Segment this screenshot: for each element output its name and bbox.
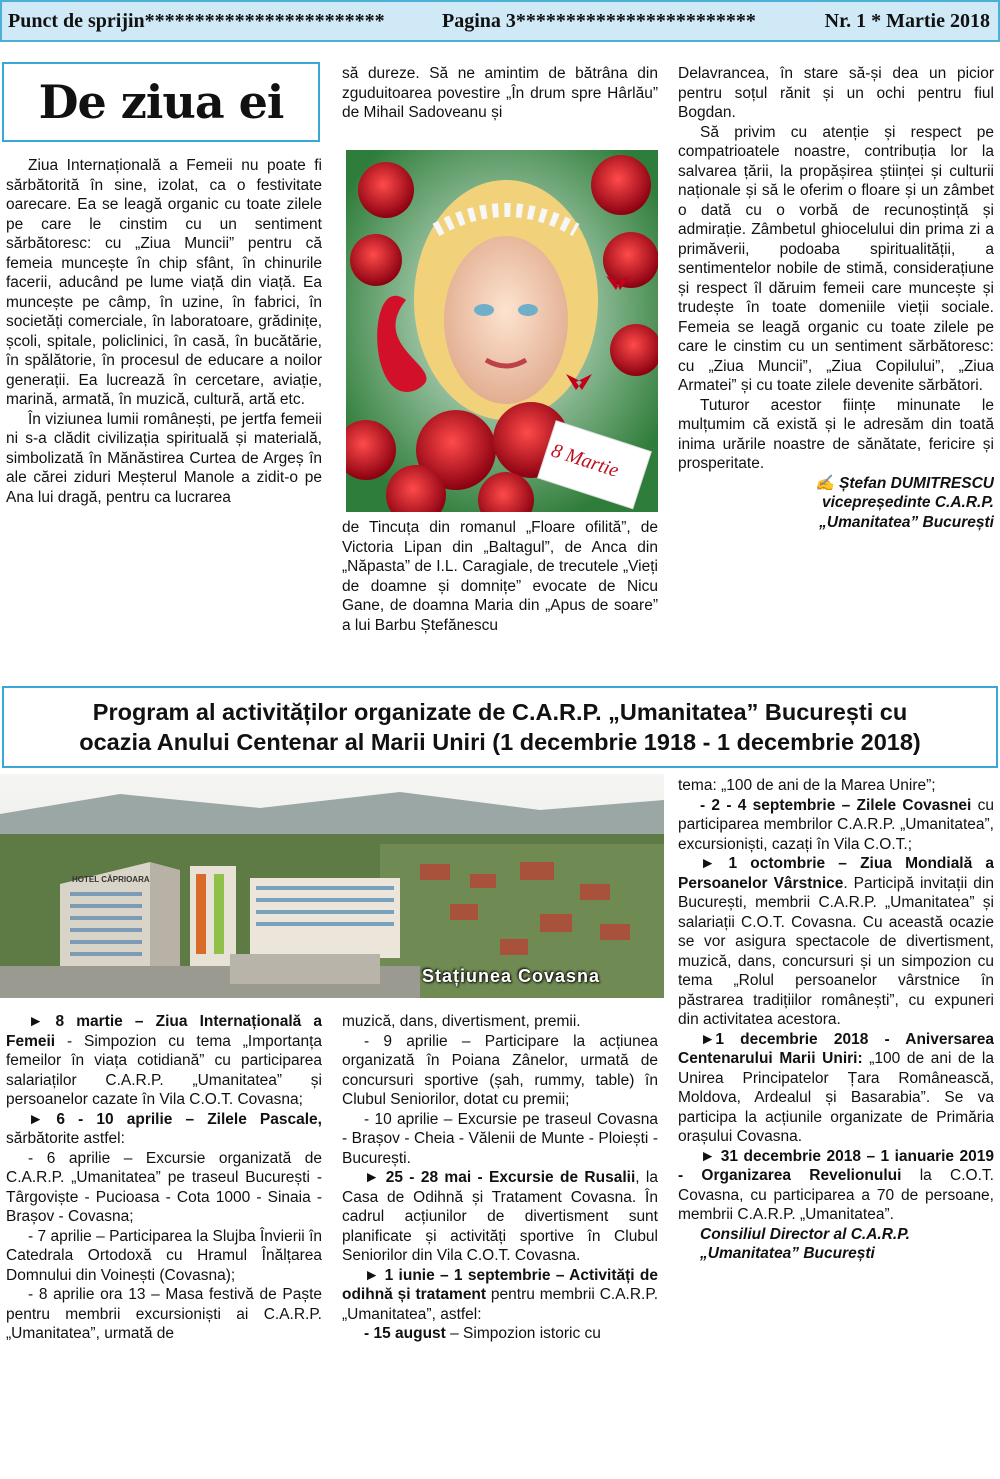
program-item [342,1032,658,1110]
author-role: vicepreședinte C.A.R.P. [821,494,994,511]
program-item-heading: ► 8 martie – Ziua Internațională a Femeii [6,1013,322,1050]
header-page-number: Pagina 3************************ [442,10,756,32]
program-item-text: . Participă invitații din București, membrii C.A.R.P. „Umanitatea” și salariații C.O.T. Covasna. Cu această ocazie se vor asigura spectacole de divertisment, muzică, dans, concursuri și un simpozion cu tema „Rolul persoanelor vârstnice în păstrarea tradițiilor românești”, cu expuneri din activitatea acestora. [678,874,994,1028]
program-title [2,686,998,768]
program-item-text: „100 de ani de la Unirea Principatelor Țara Românească, Moldova, Ardealul și Basarabia”. Se va participa la acțiunile organizate de Primăria orașului Covasna. [678,1050,994,1145]
header-section: Punct de sprijin************************ [8,10,385,32]
program-item-text: sărbătorite astfel: [6,1130,125,1147]
photo-label: Stațiunea Covasna [422,966,601,986]
program-item-text: tema: „100 de ani de la Marea Unire”; [678,777,936,794]
program-item-heading: ► 6 - 10 aprilie – Zilele Pascale, [28,1110,322,1128]
program-item [6,1012,322,1110]
program-item [6,1110,322,1149]
program-item-heading: ► 25 - 28 mai - Excursie de Rusalii [364,1169,636,1186]
program-item [342,1012,658,1032]
paragraph: Ziua Internațională a Femeii nu poate fi sărbătorită în sine, izolat, ca o festivitate oarecare. Ea se leagă organic cu toate zilele pe care le cinstim cu un sentiment sărbătoresc: cu „Ziua Muncii” pentru că femeia muncește în chip sfânt, în chinurile facerii, aducând pe lume viață din viață. Ea muncește pe câmp, în uzine, în fabrici, în societăți comerciale, în laboratoare, grădinițe, școli, spitale, policlinici, în casă, în bucătărie, în spălătorie, în procesul de educare a noilor generații. Ea lucrează în cercetare, aviație, marină, armată, în muzică, cultură, artă etc. [6,157,322,408]
article1-column-2-bottom [342,518,658,674]
article1-column-1 [6,156,322,672]
program-column-1 [6,1012,322,1476]
women-day-photo [346,150,658,512]
paragraph: Delavrancea, în stare să-și dea un picior pentru soțul rănit și un ochi pentru fiul Bogdan. [678,65,994,121]
program-item [342,1110,658,1169]
program-item [678,1030,994,1147]
article1-column-2-top [342,64,658,146]
article1-column-3 [678,64,994,676]
program-item [6,1227,322,1286]
covasna-illustration [0,774,664,998]
program-item-text: , la Casa de Odihnă și Tratament Covasna. În cadrul acțiunilor de divertisment sunt planificate și activități sportive în Clubul Seniorilor din Vila C.O.T. Covasna. [342,1169,658,1264]
program-signature-line-1: Consiliul Director al C.A.R.P. [700,1225,910,1243]
program-item-text: - 6 aprilie – Excursie organizată de C.A.R.P. „Umanitatea” pe traseul București - Târgoviște - Pucioasa - Cota 1000 - Sinaia - Brașov - Covasna; [6,1149,322,1225]
program-item-text: la C.O.T. Covasna, cu participarea a 70 de persoane, membrii C.A.R.P. „Umanitatea”. [678,1167,994,1223]
program-item-text: - 7 aprilie – Participarea la Slujba Învierii în Catedrala Ortodoxă cu Hramul Înălțarea Domnului din Voinești (Covasna); [6,1227,322,1284]
program-item [678,776,994,796]
program-item-text: – Simpozion istoric cu [445,1325,601,1342]
program-item [342,1266,658,1325]
author-signature [678,474,994,494]
paragraph: Să privim cu atenție și respect pe compatrioatele noastre, contribuția lor la salvarea țării, la propășirea științei și culturii naționale și să le oferim o floare și un zâmbet o dată cu o vorbă de recunoștință și admirație. Zâmbetul ghiocelului din prima zi a primăverii, podoaba spiritualității, a sentimentelor nobile de stimă, considerațiune și respect îl dăruim femeii care muncește și trudește în toate domeniile vieții sociale. Femeia se leagă organic cu toate zilele pe care le cinstim cu un sentiment sărbătoresc: cu „Ziua Muncii”, „Ziua Copilului”, „Ziua Armatei” și cu toate zilele devenite sărbători. [678,123,994,394]
program-item [6,1285,322,1344]
program-item-heading: - 15 august [364,1325,446,1342]
program-title-line-2: ocazia Anului Centenar al Marii Uniri (1 decembrie 1918 - 1 decembrie 2018) [79,729,921,755]
program-item-text: - 9 aprilie – Participare la acțiunea organizată în Poiana Zânelor, urmată de concursuri sportive (șah, rummy, table) în Clubul Seniorilor, dotat cu premii; [342,1032,658,1108]
program-item-text: muzică, dans, divertisment, premii. [342,1013,581,1030]
photo-caption: 8 Martie [548,439,622,482]
program-item-heading: ► 31 decembrie 2018 – 1 ianuarie 2019 - Organizarea Revelionului [678,1147,994,1184]
program-item [6,1149,322,1227]
program-item-heading: ► 1 octombrie – Ziua Mondială a Persoanelor Vârstnice [678,855,994,892]
program-item-text: - 10 aprilie – Excursie pe traseul Covasna - Brașov - Cheia - Vălenii de Munte - Ploiești - București. [342,1110,658,1167]
paragraph: Tuturor acestor ființe minunate le mulțumim că există și le adresăm din toată inima urările noastre de sănătate, fericire și prosperitate. [678,396,994,472]
program-item-text: - 8 aprilie ora 13 – Masa festivă de Paște pentru membrii excursioniști ai C.A.R.P. „Umanitatea”, urmată de [6,1286,322,1342]
author-org: „Umanitatea” București [819,513,994,531]
header-issue: Nr. 1 * Martie 2018 [824,10,990,32]
program-title-line-1: Program al activităților organizate de C.A.R.P. „Umanitatea” București cu [92,699,908,725]
program-item [342,1168,658,1266]
program-item-text: - Simpozion cu tema „Importanța femeilor în viața cotidiană” cu participarea salariaților C.A.R.P. „Umanitatea” și persoanelor cazate în Vila C.O.T. Covasna; [6,1032,322,1108]
program-item-text: cu participarea membrilor C.A.R.P. „Umanitatea”, excursioniști, cazați în Vila C.O.T.; [678,796,994,853]
program-item-heading: - 2 - 4 septembrie – Zilele Covasnei [700,796,972,814]
program-column-2 [342,1012,658,1476]
page-header [0,0,1000,42]
author-name: Ștefan DUMITRESCU [838,474,994,492]
program-item [678,796,994,855]
program-item [678,1147,994,1225]
paragraph: să dureze. Să ne amintim de bătrâna din zguduitoarea povestire „În drum spre Hârlău” de Mihail Sadoveanu și [342,65,658,121]
program-item-text: pentru membrii C.A.R.P. „Umanitatea”, astfel: [342,1286,658,1323]
article-title: De ziua ei [2,62,320,142]
paragraph: În viziunea lumii românești, pe jertfa femeii ni s-a clădit civilizația spirituală și materială, simbolizată în Mănăstirea Curtea de Argeș în ale cărei ziduri Meșterul Manole a zidit-o pe Ana lui dragă, pentru ca lucrarea [6,410,322,506]
hotel-sign: HOTEL CĂPRIOARA [72,875,150,884]
covasna-photo [0,774,664,998]
paragraph: de Tincuța din romanul „Floare ofilită”, de Victoria Lipan din „Baltagul”, de Anca din „Năpasta” de I.L. Caragiale, de trecutele „Vieți de doamne și domnițe” evocate de Nicu Gane, de doamna Maria din „Apus de soare” a lui Barbu Ștefănescu [342,519,658,634]
program-item [342,1324,658,1344]
program-item-heading: ►1 decembrie 2018 - Aniversarea Centenarului Marii Uniri: [678,1030,994,1067]
program-item [678,854,994,1030]
program-signature-line-2: „Umanitatea” București [700,1245,875,1262]
program-column-3 [678,776,994,1476]
portrait-illustration [346,150,658,512]
pen-icon: ✍ [815,474,835,492]
program-item-heading: ► 1 iunie – 1 septembrie – Activități de odihnă și tratament [342,1266,658,1303]
